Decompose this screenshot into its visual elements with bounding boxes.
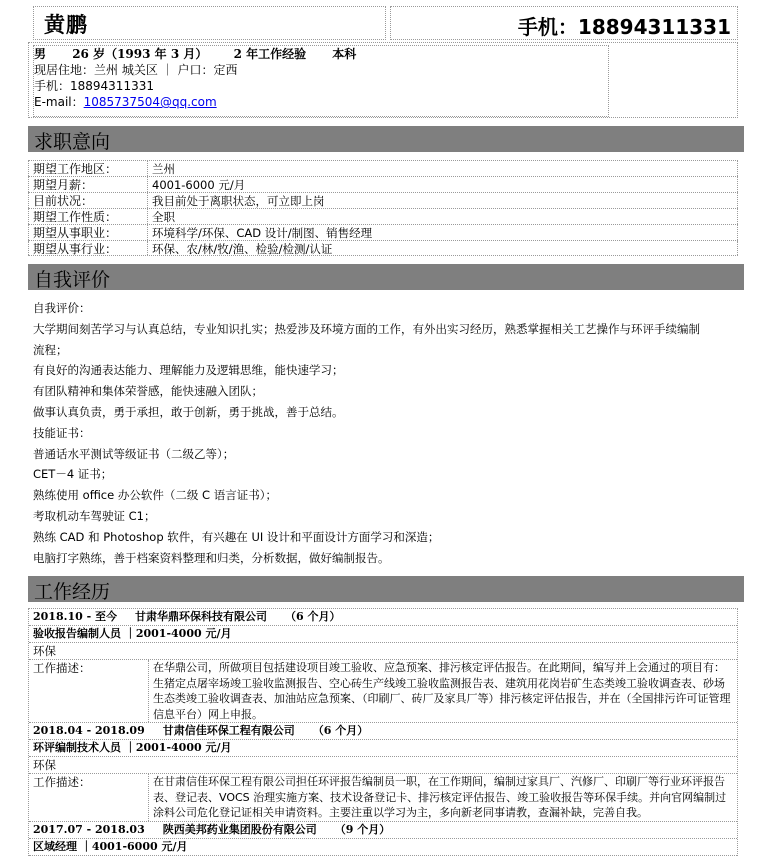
phone-box bbox=[390, 6, 738, 40]
intention-row bbox=[28, 208, 738, 224]
intention-label: 期望从事行业： bbox=[28, 241, 148, 255]
evaluation-line: 技能证书： bbox=[33, 425, 91, 440]
intention-label: 期望从事职业： bbox=[28, 225, 148, 240]
job-duration: （9 个月） bbox=[334, 822, 391, 836]
job-header bbox=[29, 609, 737, 626]
experience: 2 年工作经验 bbox=[233, 47, 307, 61]
job-desc-text: 在华鼎公司，所做项目包括建设项目竣工验收、应急预案、排污核定评估报告。在此期间，编写并上会通过的项目有：生猪定点屠宰场竣工验收监测报告、空心砖生产线竣工验收监测报告表、建筑用花岗岩矿生态类竣工验收调查表、砂场生态类竣工验收调查表、加油站应急预案、（印刷厂、砖厂及家具厂等）排污核定评估报告，并在（全国排污许可证管理信息平台）网上申报。 bbox=[153, 661, 731, 721]
job-position: 环评编制技术人员 ｜2001-4000 元/月 bbox=[29, 740, 737, 757]
intention-label: 期望月薪： bbox=[28, 177, 148, 192]
evaluation-line: 做事认真负责，勇于承担，敢于创新，勇于挑战，善于总结。 bbox=[33, 404, 344, 419]
evaluation-line: 有良好的沟通表达能力、理解能力及逻辑思维，能快速学习； bbox=[33, 363, 344, 378]
candidate-name: 黄鹏 bbox=[44, 13, 88, 37]
job-period: 2017.07 - 2018.03 bbox=[33, 822, 145, 836]
education: 本科 bbox=[332, 47, 357, 61]
intention-value: 环保、农/林/牧/渔、检验/检测/认证 bbox=[148, 241, 738, 255]
job-position: 验收报告编制人员 ｜2001-4000 元/月 bbox=[29, 626, 737, 643]
intention-row bbox=[28, 176, 738, 192]
job-duration: （6 个月） bbox=[284, 610, 341, 623]
evaluation-line: 考取机动车驾驶证 C1； bbox=[33, 508, 156, 523]
job-position: 区域经理 ｜4001-6000 元/月 bbox=[29, 839, 737, 856]
age: 26 岁（1993 年 3 月） bbox=[72, 47, 208, 61]
intention-value: 兰州 bbox=[148, 161, 738, 176]
section-work-title: 工作经历 bbox=[34, 581, 111, 603]
intention-row bbox=[28, 240, 738, 256]
evaluation-line: 熟练 CAD 和 Photoshop 软件，有兴趣在 UI 设计和平面设计方面学习和深造； bbox=[33, 529, 440, 544]
section-intention-bar bbox=[28, 126, 744, 152]
job-desc-label: 工作描述： bbox=[29, 774, 149, 821]
section-evaluation-bar bbox=[28, 264, 744, 290]
job-description bbox=[29, 774, 737, 822]
intention-label: 期望工作性质： bbox=[28, 209, 148, 224]
gender: 男 bbox=[34, 47, 47, 61]
job-company: 甘肃华鼎环保科技有限公司 bbox=[134, 610, 267, 623]
job-header bbox=[29, 822, 737, 839]
intention-value: 我目前处于离职状态，可立即上岗 bbox=[148, 193, 738, 208]
job-period: 2018.10 - 至今 bbox=[33, 610, 117, 623]
job-industry: 环保 bbox=[29, 643, 737, 660]
evaluation-line: 有团队精神和集体荣誉感，能快速融入团队； bbox=[33, 384, 263, 399]
job-desc-text: 在甘肃信佳环保工程有限公司担任环评报告编制员一职，在工作期间，编制过家具厂、汽修厂、印刷厂等行业环评报告表、登记表、VOCS 治理实施方案、技术设备登记卡、排污核定评估报告、竣工验收报告等环保手续。并向官网编制过涂料公司危化登记证相关申请资料。主要注重以学习为主，多向新老同事请教，查漏补缺，完善自我。 bbox=[153, 775, 727, 819]
intention-value: 环境科学/环保、CAD 设计/制图、销售经理 bbox=[148, 225, 738, 240]
evaluation-line: 大学期间刻苦学习与认真总结，专业知识扎实；热爱涉及环境方面的工作，有外出实习经历，熟悉掌握相关工艺操作与环评手续编制 bbox=[33, 321, 700, 336]
email-line bbox=[34, 94, 608, 110]
basic-info bbox=[28, 42, 738, 118]
intention-value: 全职 bbox=[148, 209, 738, 224]
basic-info-inner bbox=[33, 45, 609, 117]
section-work-bar bbox=[28, 576, 744, 602]
intention-row bbox=[28, 160, 738, 176]
job-company: 陕西美邦药业集团股份有限公司 bbox=[162, 822, 317, 836]
intention-value: 4001-6000 元/月 bbox=[148, 177, 738, 192]
intention-row bbox=[28, 224, 738, 240]
work-history bbox=[28, 608, 738, 856]
evaluation-line: 熟练使用 office 办公软件（二级 C 语言证书）； bbox=[33, 488, 277, 503]
residence: 现居住地：兰州 城关区 ｜ 户口：定西 bbox=[34, 63, 238, 77]
basic-summary bbox=[34, 46, 608, 62]
evaluation-line: 自我评价： bbox=[33, 301, 91, 315]
header-phone: 手机：18894311331 bbox=[517, 15, 731, 39]
mobile: 手机：18894311331 bbox=[34, 79, 154, 93]
evaluation-line: 流程； bbox=[33, 342, 68, 357]
intention-label: 期望工作地区： bbox=[28, 161, 148, 176]
evaluation-line: CET－4 证书； bbox=[33, 467, 113, 482]
intention-table bbox=[28, 160, 738, 256]
section-intention-title: 求职意向 bbox=[34, 131, 111, 153]
job-header bbox=[29, 723, 737, 740]
job-duration: （6 个月） bbox=[312, 724, 369, 737]
email-link[interactable]: 1085737504@qq.com bbox=[83, 95, 217, 109]
evaluation-line: 电脑打字熟练，善于档案资料整理和归类，分析数据，做好编制报告。 bbox=[33, 550, 390, 565]
intention-row bbox=[28, 192, 738, 208]
job-industry: 环保 bbox=[29, 757, 737, 774]
evaluation-text bbox=[33, 298, 738, 568]
job-description bbox=[29, 660, 737, 723]
job-desc-label: 工作描述： bbox=[29, 660, 149, 722]
job-period: 2018.04 - 2018.09 bbox=[33, 724, 145, 737]
section-evaluation-title: 自我评价 bbox=[34, 269, 111, 291]
name-box bbox=[33, 6, 386, 40]
job-company: 甘肃信佳环保工程有限公司 bbox=[162, 724, 295, 737]
evaluation-line: 普通话水平测试等级证书（二级乙等）； bbox=[33, 446, 235, 461]
intention-label: 目前状况： bbox=[28, 193, 148, 208]
email-label: E-mail： bbox=[34, 95, 84, 109]
